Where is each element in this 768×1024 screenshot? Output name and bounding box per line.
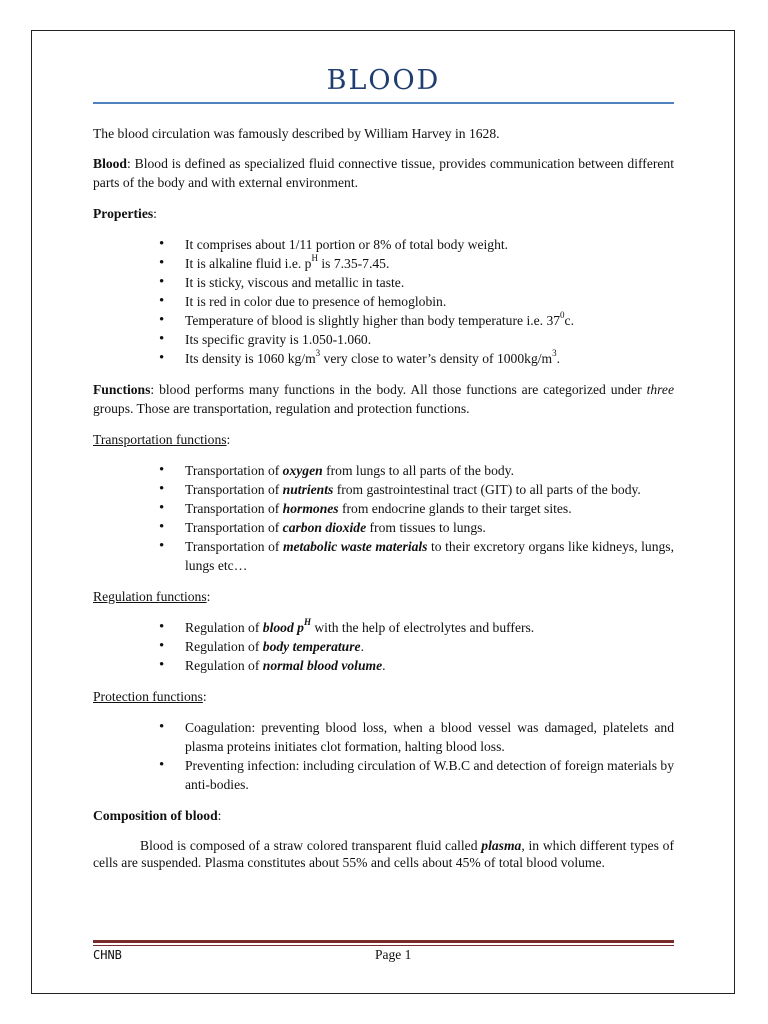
- transportation-list: [93, 461, 674, 575]
- transportation-heading: Transportation functions:: [93, 432, 231, 447]
- title-underline: [93, 102, 674, 104]
- list-item: • Transportation of carbon dioxide from tissues to lungs.: [93, 518, 674, 537]
- footer-label: CHNB: [93, 948, 122, 962]
- regulation-list: [93, 618, 674, 675]
- list-item: • Its density is 1060 $kg/m^3$ very close to water’s density of $1000kg/m^3$.: [93, 349, 674, 368]
- properties-list: [93, 235, 674, 368]
- list-item: • Transportation of nutrients from gastrointestinal tract (GIT) to all parts of the body.: [93, 480, 674, 499]
- properties-heading: Properties:: [93, 206, 157, 221]
- functions-paragraph: Functions: blood performs many functions in the body. All those functions are categorized under three groups. Those are transportation, regulation and protection functions.: [93, 382, 674, 416]
- regulation-heading: Regulation functions:: [93, 589, 211, 604]
- list-item: • Coagulation: preventing blood loss, when a blood vessel was damaged, platelets and plasma proteins initiates clot formation, halting blood loss.: [93, 718, 674, 756]
- list-item: • Temperature of blood is slightly higher than body temperature i.e. $37^0c$.: [93, 311, 674, 330]
- definition-term: Blood: [93, 156, 127, 171]
- list-item: • It comprises about 1/11 portion or 8% of total body weight.: [93, 235, 674, 254]
- list-item: • Transportation of metabolic waste materials to their excretory organs like kidneys, lungs, lungs etc…: [93, 537, 674, 575]
- footer-rule-thick: [93, 940, 674, 943]
- protection-heading: Protection functions:: [93, 689, 207, 704]
- list-item: • It is alkaline fluid i.e. $p^H$ is 7.35-7.45.: [93, 254, 674, 273]
- list-item: • Regulation of body temperature.: [93, 637, 674, 656]
- list-item: • It is sticky, viscous and metallic in taste.: [93, 273, 674, 292]
- intro-paragraph: The blood circulation was famously described by William Harvey in 1628.: [93, 126, 500, 141]
- composition-paragraph: Blood is composed of a straw colored transparent fluid called plasma, in which different types of cells are suspended. Plasma constitutes about 55% and cells about 45% of total blood volume.: [93, 838, 674, 870]
- list-item: • It is red in color due to presence of hemoglobin.: [93, 292, 674, 311]
- functions-term: Functions: [93, 382, 151, 397]
- list-item: • Transportation of hormones from endocrine glands to their target sites.: [93, 499, 674, 518]
- page-number: Page 1: [375, 947, 412, 962]
- composition-heading: Composition of blood:: [93, 808, 222, 823]
- list-item: • Regulation of blood $p^H$ with the help of electrolytes and buffers.: [93, 618, 674, 637]
- page-title: BLOOD: [326, 65, 441, 96]
- definition-text: : Blood is defined as specialized fluid connective tissue, provides communication between different parts of the body and with external environment.: [93, 156, 674, 190]
- list-item: • Its specific gravity is 1.050-1.060.: [93, 330, 674, 349]
- list-item: • Preventing infection: including circulation of W.B.C and detection of foreign materials by anti-bodies.: [93, 756, 674, 794]
- list-item: • Transportation of oxygen from lungs to all parts of the body.: [93, 461, 674, 480]
- definition-paragraph: [93, 154, 674, 192]
- footer-rule-thin: [93, 945, 674, 946]
- list-item: • Regulation of normal blood volume.: [93, 656, 674, 675]
- protection-list: [93, 718, 674, 794]
- document-body: [93, 60, 674, 871]
